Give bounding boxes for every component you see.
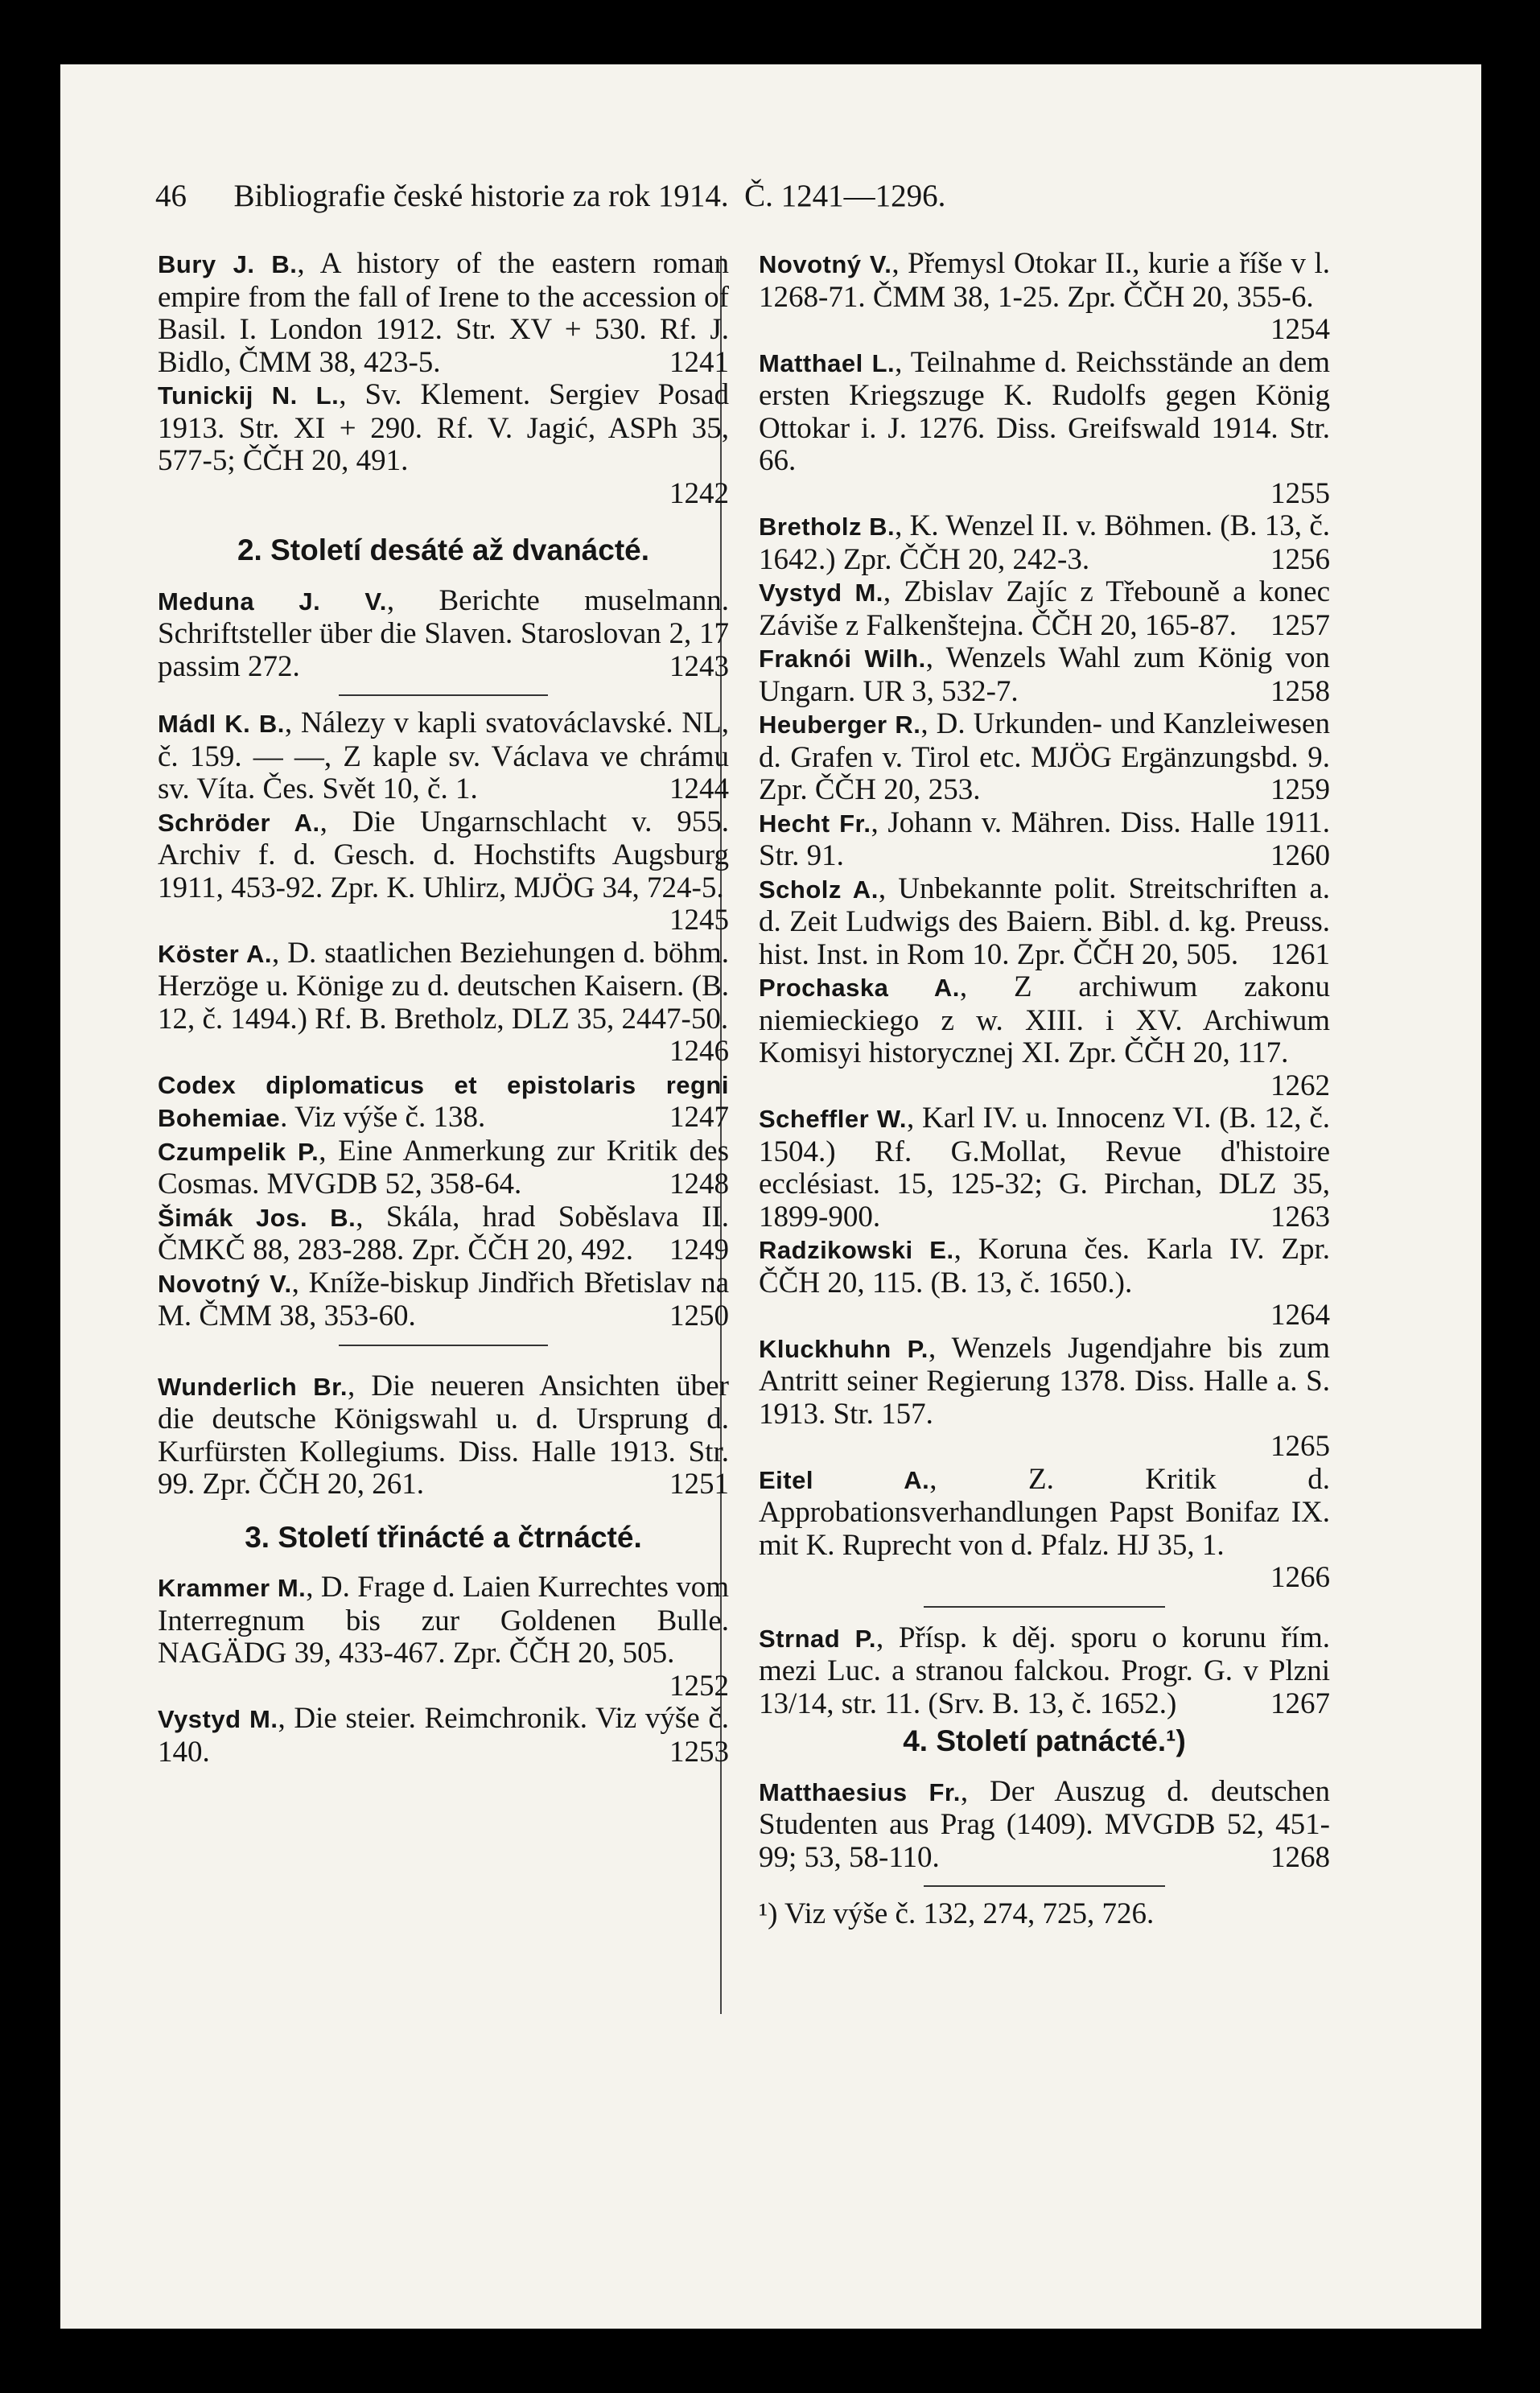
entry-text: , Die neueren Ansichten über die deutsche Königswahl u. d. Ursprung d. Kurfürsten Kollegiums. Diss. Halle 1913. Str. 99. Zpr. ČČH 20, 261.: [158, 1369, 729, 1501]
entry-text: , Skála, hrad Soběslava II. ČMKČ 88, 283-288. Zpr. ČČH 20, 492.: [158, 1200, 729, 1267]
entry-text: , D. staatlichen Beziehungen d. böhm. Herzöge u. Könige zu d. deutschen Kaisern. (B. 12, č. 1494.) Rf. B. Bretholz, DLZ 35, 2447-50.: [158, 936, 730, 1036]
bibliography-entry: [158, 585, 729, 684]
entry-author: Mádl K. B.: [158, 710, 285, 738]
entry-author: Vystyd M.: [158, 1705, 278, 1733]
entry-number: 1261: [1270, 937, 1330, 971]
entry-number: 1267: [1270, 1687, 1330, 1720]
entry-author: Köster A.: [158, 939, 272, 968]
bibliography-entry: [158, 806, 729, 937]
entry-text: , K. Wenzel II. v. Böhmen. (B. 13, č. 1642.) Zpr. ČČH 20, 242-3.: [759, 509, 1330, 576]
entry-text: , Wenzels Jugendjahre bis zum Antritt seiner Regierung 1378. Diss. Halle a. S. 1913. Str. 157.: [759, 1331, 1330, 1431]
entry-author: Matthaesius Fr.: [759, 1777, 961, 1806]
bibliography-entry: [759, 248, 1330, 347]
entry-text: , A history of the eastern roman empire from the fall of Irene to the accession of Basil. I. London 1912. Str. XV + 530. Rf. J. Bidlo, ČMM 38, 423-5.: [158, 247, 729, 379]
entry-author: Schröder A.: [158, 808, 320, 837]
bibliography-entry: [759, 971, 1330, 1102]
entry-author: Tunickij N. L.: [158, 381, 340, 410]
bibliography-entry: [759, 642, 1330, 708]
bibliography-entry: [759, 1102, 1330, 1234]
bibliography-entry: [158, 1703, 729, 1769]
left-column: [158, 248, 729, 1769]
entry-text: , Zbislav Zajíc z Třebouně a konec Záviše z Falkenštejna. ČČH 20, 165-87.: [759, 575, 1330, 642]
entry-author: Czumpelik P.: [158, 1137, 319, 1166]
entry-text: , Unbekannte polit. Streitschriften a. d. Zeit Ludwigs des Baiern. Bibl. d. kg. Preuss. hist. Inst. in Rom 10. Zpr. ČČH 20, 505.: [759, 871, 1330, 971]
entry-author: Kluckhuhn P.: [759, 1334, 929, 1363]
entry-number: 1265: [1270, 1430, 1330, 1463]
entry-number: 1252: [669, 1669, 729, 1703]
entry-number: 1264: [1270, 1299, 1330, 1332]
entry-text: , Z archiwum zakonu niemieckiego z w. XIII. i XV. Archiwum Komisyi historycznej XI. Zpr. ČČH 20, 117.: [759, 970, 1330, 1069]
page-header: 46 Bibliografie české historie za rok 1914. Č. 1241—1296.: [155, 179, 946, 213]
bibliography-entry: [158, 1135, 729, 1201]
separator-rule: [339, 694, 548, 696]
section-heading: 3. Století třinácté a čtrnácté.: [245, 1520, 642, 1554]
separator-rule: [339, 1345, 548, 1346]
entry-author: Krammer M.: [158, 1574, 307, 1602]
entry-number: 1242: [669, 476, 729, 510]
entry-author: Scheffler W.: [759, 1105, 907, 1133]
entry-text: , Teilnahme d. Reichsstände an dem ersten Kriegszuge K. Rudolfs gegen König Ottokar i. J. 1276. Diss. Greifswald 1914. Str. 66.: [759, 345, 1331, 477]
entry-author: Vystyd M.: [759, 579, 883, 607]
entry-author: Hecht Fr.: [759, 809, 871, 838]
entry-author: Scholz A.: [759, 875, 879, 904]
entry-number: 1254: [1270, 313, 1330, 346]
entry-number: 1247: [669, 1101, 729, 1134]
entry-text: , Koruna čes. Karla IV. Zpr. ČČH 20, 115. (B. 13, č. 1650.).: [759, 1233, 1330, 1299]
separator-rule: [924, 1885, 1165, 1887]
entry-author: Fraknói Wilh.: [759, 645, 926, 673]
entry-number: 1256: [1270, 542, 1330, 576]
bibliography-entry: [158, 937, 729, 1069]
entry-number: 1243: [669, 649, 729, 683]
entry-author: Šimák Jos. B.: [158, 1203, 356, 1232]
entry-text: , Der Auszug d. deutschen Studenten aus Prag (1409). MVGDB 52, 451-99; 53, 58-110.: [759, 1774, 1330, 1874]
entry-number: 1250: [669, 1299, 729, 1332]
entry-number: 1268: [1270, 1840, 1330, 1874]
entry-text: , Kníže-biskup Jindřich Břetislav na M. ČMM 38, 353-60.: [158, 1266, 729, 1332]
bibliography-entry: [158, 1571, 729, 1703]
entry-author: Novotný V.: [158, 1269, 292, 1298]
entry-number: 1257: [1270, 608, 1330, 642]
bibliography-entry: [158, 1069, 729, 1135]
entry-text: , Z. Kritik d. Approbationsverhandlungen Papst Bonifaz IX. mit K. Ruprecht von d. Pfalz. HJ 35, 1.: [759, 1462, 1330, 1562]
entry-author: Wunderlich Br.: [158, 1372, 348, 1401]
entry-number: 1253: [669, 1735, 729, 1769]
entry-text: , Die Ungarnschlacht v. 955. Archiv f. d. Gesch. d. Hochstifts Augsburg 1911, 453-92. Zpr. K. Uhlirz, MJÖG 34, 724-5.: [158, 805, 729, 904]
entry-number: 1266: [1270, 1561, 1330, 1594]
entry-number: 1246: [669, 1035, 729, 1068]
entry-author: Bretholz B.: [759, 513, 896, 541]
entry-number: 1244: [669, 772, 729, 805]
bibliography-entry: [158, 1370, 729, 1501]
entry-author: Meduna J. V.: [158, 587, 387, 616]
bibliography-entry: [759, 708, 1330, 807]
entry-number: 1255: [1270, 476, 1330, 510]
entry-author: Heuberger R.: [759, 710, 921, 739]
bibliography-entry: [158, 379, 729, 510]
entry-author: Matthael L.: [759, 348, 896, 377]
bibliography-entry: [759, 807, 1330, 873]
right-column: [759, 248, 1330, 1931]
entry-author: Eitel A.: [759, 1465, 930, 1494]
entry-number: 1251: [669, 1468, 729, 1501]
entry-number: 1258: [1270, 674, 1330, 708]
entry-text: , Wenzels Wahl zum König von Ungarn. UR 3, 532-7.: [759, 641, 1330, 708]
bibliography-entry: [759, 510, 1330, 576]
bibliography-entry: [759, 1776, 1330, 1875]
section-heading: 2. Století desáté až dvanácté.: [237, 533, 650, 566]
bibliography-entry: [759, 1332, 1330, 1464]
entry-text: , Johann v. Mähren. Diss. Halle 1911. Str. 91.: [759, 805, 1330, 872]
entry-text: , D. Urkunden- und Kanzleiwesen d. Grafen v. Tirol etc. MJÖG Ergänzungsbd. 9. Zpr. ČČH 20, 253.: [759, 707, 1330, 806]
entry-number: 1245: [669, 904, 729, 937]
entry-number: 1259: [1270, 773, 1330, 806]
entry-author: Novotný V.: [759, 250, 892, 278]
bibliography-entry: [158, 1267, 729, 1333]
entry-text: , Die steier. Reimchronik. Viz výše č. 140.: [158, 1702, 729, 1769]
entry-number: 1263: [1270, 1200, 1330, 1234]
entry-author: Bury J. B.: [158, 250, 298, 278]
entry-text: . Viz výše č. 138.: [280, 1101, 486, 1134]
entry-text: , D. Frage d. Laien Kurrechtes vom Interregnum bis zur Goldenen Bulle. NAGÄDG 39, 433-467. Zpr. ČČH 20, 505.: [158, 1571, 729, 1670]
entry-text: , Eine Anmerkung zur Kritik des Cosmas. MVGDB 52, 358-64.: [158, 1134, 730, 1201]
entry-author: Strnad P.: [759, 1624, 876, 1653]
separator-rule: [924, 1606, 1165, 1608]
entry-number: 1241: [669, 345, 729, 379]
bibliography-entry: [759, 1234, 1330, 1332]
bibliography-entry: [158, 248, 729, 379]
entry-text: , Přísp. k děj. sporu o korunu řím. mezi Luc. a stranou falckou. Progr. G. v Plzni 13/14, str. 11. (Srv. B. 13, č. 1652.): [759, 1621, 1330, 1720]
bibliography-entry: [759, 576, 1330, 642]
entry-number: 1262: [1270, 1069, 1330, 1102]
entry-author: Codex diplomaticus et epistolaris regni Bohemiae: [158, 1070, 729, 1132]
entry-text: , Karl IV. u. Innocenz VI. (B. 12, č. 1504.) Rf. G.Mollat, Revue d'histoire ecclésiast. 15, 125-32; G. Pirchan, DLZ 35, 1899-900.: [759, 1102, 1330, 1234]
bibliography-entry: [158, 707, 729, 806]
section-heading: 4. Století patnácté.¹): [903, 1724, 1186, 1757]
entry-text: , Sv. Klement. Sergiev Posad 1913. Str. XI + 290. Rf. V. Jagić, ASPh 35, 577-5; ČČH 20, 491.: [158, 378, 729, 477]
entry-number: 1249: [669, 1234, 729, 1267]
entry-text: , Nálezy v kapli svatováclavské. NL, č. 159. — —, Z kaple sv. Václava ve chrámu sv. Víta. Čes. Svět 10, č. 1.: [158, 706, 729, 805]
bibliography-entry: [759, 347, 1330, 511]
entry-text: , Berichte muselmann. Schriftsteller über die Slaven. Staroslovan 2, 17 passim 272.: [158, 583, 729, 683]
bibliography-entry: [759, 873, 1330, 972]
footnote: ¹) Viz výše č. 132, 274, 725, 726.: [759, 1897, 1155, 1930]
entry-author: Prochaska A.: [759, 974, 960, 1002]
entry-text: , Přemysl Otokar II., kurie a říše v l. 1268-71. ČMM 38, 1-25. Zpr. ČČH 20, 355-6.: [759, 247, 1330, 314]
entry-author: Radzikowski E.: [759, 1236, 954, 1264]
bibliography-entry: [158, 1201, 729, 1267]
bibliography-entry: [759, 1622, 1330, 1721]
entry-number: 1248: [669, 1168, 729, 1201]
bibliography-entry: [759, 1464, 1330, 1595]
entry-number: 1260: [1270, 839, 1330, 872]
